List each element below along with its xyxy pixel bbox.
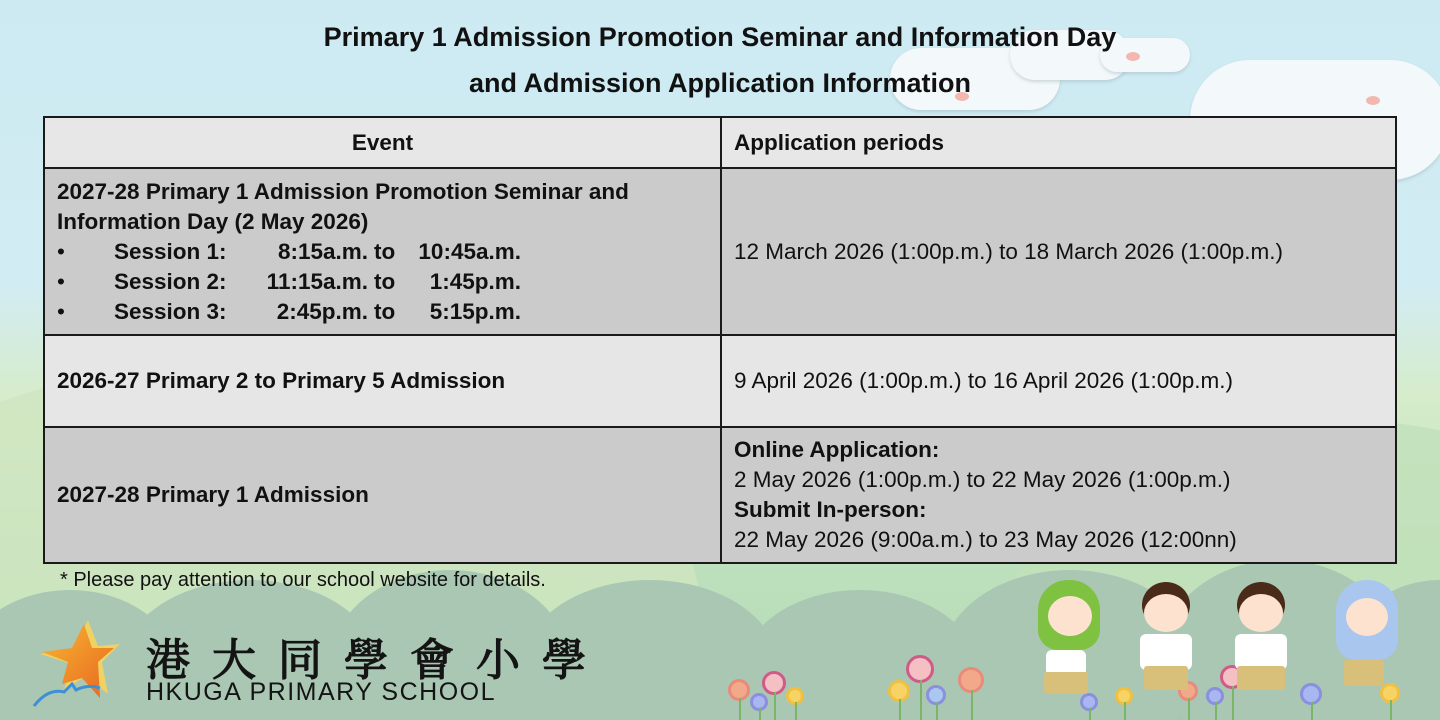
- bullet-icon: •: [57, 268, 65, 294]
- school-logo: [28, 618, 608, 713]
- table-row: [44, 427, 1396, 563]
- page-title: [0, 14, 1440, 106]
- session-to: to: [374, 238, 396, 264]
- school-name-english: HKUGA PRIMARY SCHOOL: [146, 678, 496, 706]
- session-item: [57, 237, 708, 267]
- event-cell: [44, 168, 721, 335]
- application-period: 12 March 2026 (1:00p.m.) to 18 March 2026 (1:00p.m.): [734, 238, 1284, 264]
- title-line-1: Primary 1 Admission Promotion Seminar and Information Day: [323, 22, 1117, 52]
- session-end: 5:15p.m.: [429, 298, 521, 324]
- event-title: 2026-27 Primary 2 to Primary 5 Admission: [57, 368, 506, 393]
- child-blue-hood: [1320, 580, 1410, 710]
- session-to: to: [374, 268, 396, 294]
- column-header-application-periods: Application periods: [721, 117, 1396, 168]
- child-green-hood: [1030, 580, 1120, 710]
- child-pigtails: [1225, 580, 1305, 710]
- in-person-period: 22 May 2026 (9:00a.m.) to 23 May 2026 (12:00nn): [734, 527, 1237, 552]
- title-line-2: and Admission Application Information: [468, 68, 971, 98]
- session-label: Session 3:: [114, 298, 227, 324]
- in-person-label: Submit In-person:: [734, 497, 927, 522]
- table-row: [44, 335, 1396, 427]
- event-title: 2027-28 Primary 1 Admission: [57, 482, 369, 507]
- session-label: Session 2:: [114, 268, 227, 294]
- child-glasses: [1130, 580, 1210, 710]
- table-row: [44, 168, 1396, 335]
- footnote: * Please pay attention to our school website for details.: [60, 569, 546, 591]
- session-to: to: [374, 298, 396, 324]
- session-end: 10:45a.m.: [418, 238, 521, 264]
- online-application-period: 2 May 2026 (1:00p.m.) to 22 May 2026 (1:00p.m.): [734, 467, 1231, 492]
- event-cell: [44, 427, 721, 563]
- session-item: [57, 267, 708, 297]
- session-start: 8:15a.m.: [277, 238, 368, 264]
- event-title: 2027-28 Primary 1 Admission Promotion Seminar and Information Day (2 May 2026): [57, 178, 629, 234]
- online-application-label: Online Application:: [734, 437, 940, 462]
- period-cell: [721, 335, 1396, 427]
- session-start: 11:15a.m.: [266, 268, 368, 294]
- session-item: [57, 297, 708, 327]
- bullet-icon: •: [57, 298, 65, 324]
- admission-schedule-table: [43, 116, 1397, 564]
- school-name-chinese: 港大同學會小學: [146, 635, 608, 686]
- event-cell: [44, 335, 721, 427]
- period-cell: [721, 427, 1396, 563]
- star-logo-icon: [28, 618, 123, 708]
- session-label: Session 1:: [114, 238, 227, 264]
- children-and-flowers-illustration: [720, 575, 1440, 720]
- bullet-icon: •: [57, 238, 65, 264]
- period-cell: [721, 168, 1396, 335]
- column-header-event: Event: [44, 117, 721, 168]
- application-period: 9 April 2026 (1:00p.m.) to 16 April 2026 (1:00p.m.): [734, 368, 1234, 393]
- session-end: 1:45p.m.: [429, 268, 521, 294]
- session-start: 2:45p.m.: [276, 298, 368, 324]
- table-header-row: [44, 117, 1396, 168]
